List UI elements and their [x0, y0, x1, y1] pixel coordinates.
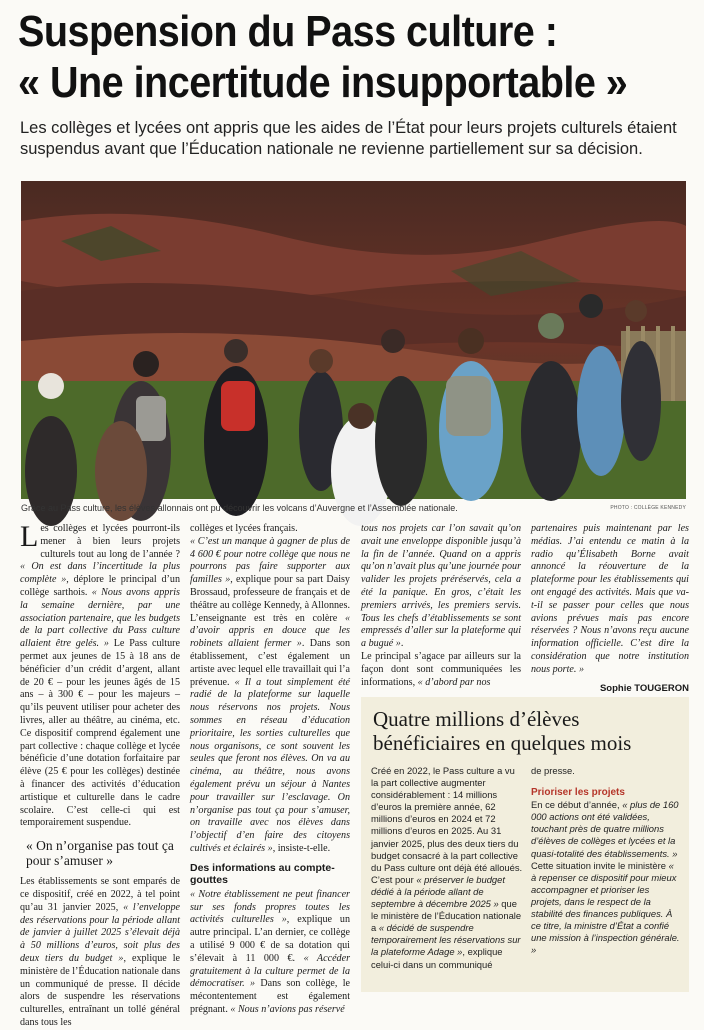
drop-cap: L	[20, 520, 39, 553]
text-run: Dans son collège, le mécontentement est également prégnant.	[190, 978, 350, 1015]
sidebar-box	[361, 697, 689, 992]
quote-run: « Nous avons appris la semaine dernière, par une association partenaire, que les budgets de la part collective du Pass culture allaient être gelés. »	[20, 586, 180, 650]
paragraph	[20, 876, 180, 1030]
sidebar-subheading: Prioriser les projets	[531, 787, 625, 799]
text-run: En ce début d’année,	[531, 799, 623, 811]
text-run: , déplore le principal d’un collège sarthois.	[20, 574, 180, 598]
pull-quote: « On n’organise pas tout ça pour s’amuser »	[26, 838, 174, 869]
quote-run: « d’avoir appris en douce que les robinets allaient fermer »	[190, 612, 350, 650]
quote-run: tous nos projets car l’on savait qu’on avait une enveloppe disponible jusqu’à la fin de l’année. Quand on a appris qu’on n’avait plus qu’une journée pour valider les projets préréservés, cela a été la panique. En gros, c’était les premiers arrivés, les premiers servis. Tous les chefs d’établissements se sont empressés d’aller sur la plateforme qui a bugué »	[361, 523, 521, 650]
quote-run: « On est dans l’incertitude la plus complète »	[20, 561, 180, 586]
text-run: Les établissements se sont emparés de ce dispositif, créé en 2022, à tel point qu’au 31 janvier 2025,	[20, 876, 180, 913]
sidebar-column-2	[531, 765, 681, 956]
text-run: Le principal s’agace par ailleurs sur la façon dont sont communiquées les informations,	[361, 650, 521, 688]
text-run: , explique un autre principal. L’an dernier, ce collège a utilisé 9 000 € de sa dotation qui s’élevait à 11 000 €.	[190, 914, 350, 964]
article-column-2	[190, 523, 350, 1017]
quote-run: « d’abord par nos	[417, 676, 491, 688]
article-column-4	[531, 523, 689, 695]
headline-line-2: « Une incertitude insupportable »	[18, 58, 628, 107]
text-run: , explique pour sa part Daisy Brossaud, professeure de français et de théâtre au collège Kennedy, à Allonnes. L’enseignante est très en colère	[190, 574, 350, 624]
text-run: de presse.	[531, 765, 575, 776]
text-run: . Dans son établissement, c’est également un artiste avec lequel elle travaillait qui l’a prévenue.	[190, 638, 350, 688]
quote-run: « Notre établissement ne peut financer sur ses fonds propres toutes les activités culturelles »	[190, 888, 350, 926]
quote-run: « décidé de suspendre temporairement les réservations sur la plateforme Adage »	[371, 922, 521, 958]
paragraph	[190, 536, 350, 856]
sidebar-column-1	[371, 765, 523, 971]
article-standfirst: Les collèges et lycées ont appris que les aides de l’État pour leurs projets culturels étaient suspendus avant que l’Éducation nationale ne revienne partiellement sur sa décision.	[20, 119, 677, 158]
author-signature: Sophie TOUGERON	[599, 682, 689, 694]
article-headline	[18, 6, 684, 108]
text-run: es collèges et lycées pourront-ils mener à bien leurs projets culturels tout au long de l’année ?	[40, 523, 180, 560]
quote-run: « Nous n’avions pas réservé	[230, 1003, 345, 1015]
text-run: , explique le ministère de l’Éducation nationale dans un communiqué de presse. Il décide alors de suspendre les réservations culturelles, entraînant un tollé général dans tous les	[20, 952, 180, 1028]
photo-credit: PHOTO : COLLÈGE KENNEDY	[610, 505, 686, 511]
sidebar-title: Quatre millions d’élèves bénéficiaires en quelques mois	[373, 707, 632, 755]
headline-line-1: Suspension du Pass culture :	[18, 7, 558, 56]
quote-run: « l’enveloppe des réservations pour la période allant de janvier à juillet 2025 s’élevait déjà à 50 millions d’euros, soit plus des deux tiers du budget »	[20, 901, 180, 964]
quote-run: « préserver le budget dédié à la période allant de septembre à décembre 2025 »	[371, 873, 505, 910]
paragraph	[531, 523, 689, 677]
quote-run: « Accéder gratuitement à la culture permet de la démocratiser. »	[190, 952, 350, 990]
paragraph	[361, 651, 521, 689]
text-run: que le ministère de l’Éducation nationale a	[371, 898, 522, 934]
text-run: Créé en 2022, le Pass culture a vu la part collective augmenter considérablement : 14 millions d’euros la première année, 62 millions d’euros en 2024 et 72 millions d’euros en 2025. Au 31 janvier 2025, plus des deux tiers du budget consacré à la part collective du Pass culture ont déjà été alloués. C’est pour	[371, 765, 523, 885]
text-run: Cette situation invite le ministère	[531, 859, 669, 871]
paragraph: collèges et lycées français.	[190, 523, 298, 534]
text-run: , insiste-t-elle.	[272, 842, 331, 854]
text-run: , explique celui-ci dans un communiqué	[371, 946, 503, 970]
article-photo	[21, 181, 686, 499]
section-subheading: Des informations au compte-gouttes	[190, 861, 335, 887]
paragraph	[531, 799, 681, 956]
quote-run: « Il a tout simplement été radié de la plateforme sur laquelle nous réservons nos projets. Nous sommes en réseau d’éducation prioritaire, les sorties culturelles que nous organisons, ce sont souvent les seules que feront nos élèves. On va au cinéma, au théâtre, nous avons également prévu un séjour à Nantes pour travailler sur l’esclavage. On n’organise pas tout ça pour s’amuser, on travaille avec nos élèves dans l’objectif d’en faire des citoyens cultivés et éclairés »	[190, 676, 350, 854]
quote-run: « à repenser ce dispositif pour mieux accompagner et prioriser les projets, dans le respect de la stabilité des finances publiques. À ce titre, la ministre d’État a confié une mission à l’inspection générale. »	[531, 859, 680, 956]
article-column-3	[361, 523, 521, 689]
paragraph	[20, 520, 180, 830]
photo-caption: Grâce au Pass culture, les élèves allonnais ont pu découvrir les volcans d’Auvergne et l’Assemblée nationale.	[21, 503, 458, 513]
quote-run: partenaires puis maintenant par les médias. J’ai entendu ce matin à la radio qu’Élisabeth Borne avait annoncé la réouverture de la plateforme pour les établissements qui ont engagé des activités. Mais que va-t-il se passer pour celles que nous avions prévues mais pas encore réservées ? Nous n’avons reçu aucune information officielle. C’est dire la considération que notre institution nous porte. »	[531, 523, 689, 675]
text-run: .	[400, 638, 404, 650]
paragraph	[190, 889, 350, 1017]
paragraph	[361, 523, 521, 651]
article-column-1	[20, 520, 180, 1030]
quote-run: « C’est un manque à gagner de plus de 4 600 € pour notre collège que nous ne pourrons pas faire supporter aux familles »	[190, 535, 350, 586]
quote-run: « plus de 160 000 actions ont été validées, touchant près de quatre millions d’élèves de collèges et lycées et la quasi-totalité des établissements. »	[531, 799, 679, 859]
text-run: Le Pass culture permet aux jeunes de 15 à 18 ans de bénéficier d’un crédit d’argent, allant de 20 € – pour les jeunes âgés de 15 ans – à 300 € – pour les majeurs – qu’ils peuvent utiliser pour acheter des livres, aller au théâtre, au cinéma, etc. Ce dispositif comprend également une part collective : chaque collège et lycée bénéficie d’une dotation forfaitaire par élève (25 € pour les collèges) destinée à financer des activités d’éducation artistique et culturelle dans le cadre scolaire. C’est celle-ci qui est temporairement suspendue.	[20, 638, 180, 829]
